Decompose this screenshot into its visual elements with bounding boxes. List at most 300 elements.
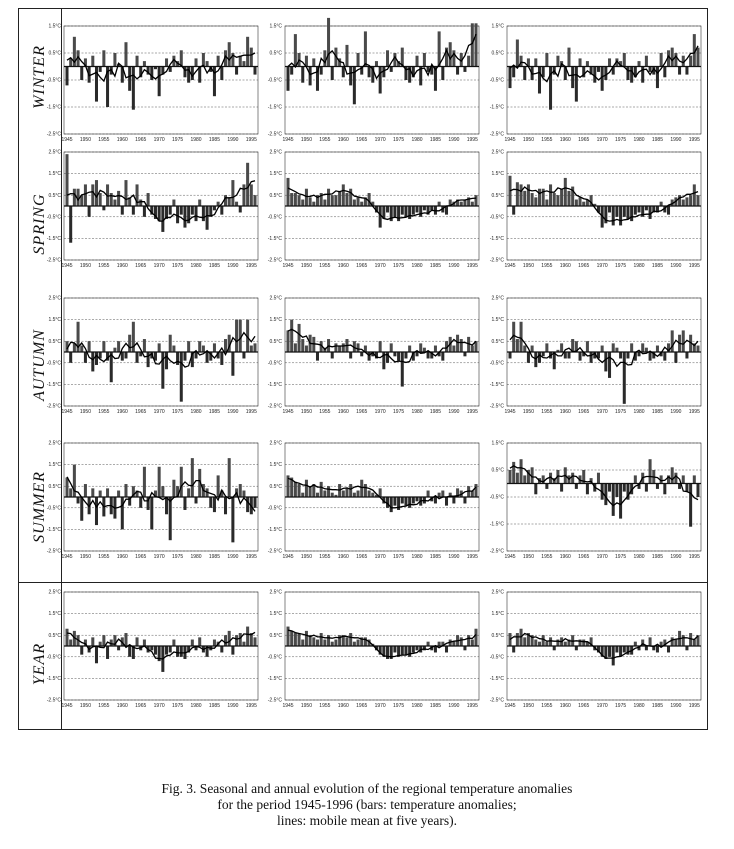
anomaly-bar [124,42,127,66]
anomaly-bar [556,56,559,67]
anomaly-bar [534,484,537,495]
x-tick-label: 1970 [374,409,386,415]
anomaly-bar [379,206,382,228]
anomaly-bar [368,491,371,497]
anomaly-bar [235,202,238,206]
x-tick-label: 1975 [393,263,405,269]
x-tick-label: 1990 [670,554,682,560]
anomaly-bar [667,646,670,652]
y-tick-label: -0.5°C [489,494,504,501]
anomaly-bar [564,178,567,206]
y-tick-label: -1.5°C [46,382,61,388]
anomaly-bar [634,206,637,215]
x-tick-label: 1980 [190,409,202,415]
y-tick-label: -2.5°C [46,257,61,264]
anomaly-bar [534,640,537,646]
anomaly-bar [456,67,459,75]
anomaly-bar [685,352,688,358]
anomaly-bar [408,346,411,352]
anomaly-bar [357,53,360,67]
x-tick-label: 1965 [578,554,590,560]
y-tick-label: -1.5°C [46,104,61,111]
anomaly-bar [368,67,371,78]
anomaly-bar [612,646,615,665]
anomaly-bar [132,206,135,215]
x-tick-label: 1985 [429,263,442,269]
y-tick-label: 0.5°C [269,50,282,57]
anomaly-bar [165,646,168,655]
anomaly-bar [147,193,150,206]
anomaly-bar [393,206,396,217]
x-tick-label: 1960 [337,554,349,560]
x-tick-label: 1990 [227,137,239,143]
anomaly-bar [99,642,102,646]
anomaly-bar [349,484,352,497]
anomaly-bar [172,480,175,497]
anomaly-bar [463,646,466,650]
anomaly-bar [438,493,441,497]
x-tick-label: 1970 [596,409,608,415]
y-tick-label: -0.5°C [489,360,504,367]
x-tick-label: 1970 [374,554,386,560]
anomaly-bar [320,482,323,497]
x-tick-label: 1955 [319,409,331,415]
anomaly-bar [113,348,116,352]
anomaly-bar [246,37,249,67]
anomaly-bar [169,206,172,215]
anomaly-bar [246,163,249,206]
anomaly-bar [195,352,198,358]
y-tick-label: -2.5°C [46,548,61,555]
anomaly-bar [139,497,142,508]
y-tick-label: 2.5°C [491,149,504,156]
anomaly-bar [294,482,297,497]
anomaly-bar [84,352,87,363]
x-tick-label: 1985 [651,703,664,709]
anomaly-bar [623,352,626,404]
x-tick-label: 1990 [227,263,239,269]
anomaly-bar [601,346,604,352]
anomaly-bar [235,320,238,352]
anomaly-bar [401,497,404,503]
anomaly-bar [331,352,334,358]
anomaly-bar [231,352,234,376]
x-tick-label: 1990 [448,263,460,269]
x-tick-label: 1995 [466,263,478,269]
anomaly-bar [91,488,94,497]
x-tick-label: 1960 [337,703,349,709]
y-tick-label: 2.5°C [491,589,504,596]
anomaly-bar [408,497,411,508]
anomaly-bar [102,50,105,66]
anomaly-bar [121,497,124,529]
x-tick-label: 1990 [670,703,682,709]
anomaly-bar [575,484,578,489]
anomaly-bar [404,206,407,217]
anomaly-bar [345,45,348,67]
x-tick-label: 1990 [448,409,460,415]
anomaly-bar [165,497,168,514]
anomaly-bar [206,352,209,363]
anomaly-bar [349,352,352,358]
anomaly-bar [176,352,179,365]
x-tick-label: 1965 [356,703,368,709]
y-tick-label: 2.5°C [269,149,282,156]
anomaly-bar [545,642,548,646]
anomaly-bar [102,341,105,352]
anomaly-bar [416,206,419,212]
x-tick-label: 1950 [522,554,534,560]
anomaly-bar [586,61,589,66]
y-tick-label: -0.5°C [267,77,282,84]
row-label-autumn: AUTUMN [31,329,48,401]
anomaly-bar [327,486,330,497]
anomaly-bar [124,180,127,206]
x-tick-label: 1970 [153,263,165,269]
anomaly-bar [239,206,242,212]
anomaly-bar [334,343,337,352]
x-tick-label: 1945 [282,263,294,269]
anomaly-bar [360,480,363,497]
anomaly-bar [106,488,109,497]
anomaly-bar [113,53,116,67]
anomaly-bar [69,352,72,363]
y-tick-label: 2.5°C [269,440,282,447]
anomaly-bar [520,184,523,206]
anomaly-bar [608,352,611,378]
x-tick-label: 1985 [429,137,442,143]
anomaly-bar [349,189,352,206]
anomaly-bar [294,193,297,206]
x-tick-label: 1985 [429,554,442,560]
anomaly-bar [693,475,696,483]
anomaly-bar [305,189,308,206]
anomaly-bar [678,67,681,75]
panel-summer-1 [34,435,264,565]
y-tick-label: -0.5°C [267,654,282,661]
anomaly-bar [649,352,652,361]
anomaly-bar [161,486,164,497]
anomaly-bar [397,352,400,361]
anomaly-bar [401,206,404,215]
anomaly-bar [615,484,618,498]
anomaly-bar [623,484,626,492]
y-tick-label: 0.5°C [269,483,282,490]
anomaly-bar [323,200,326,206]
x-tick-label: 1975 [172,137,184,143]
anomaly-bar [404,352,407,358]
anomaly-bar [331,67,334,81]
anomaly-bar [353,642,356,646]
anomaly-bar [671,637,674,646]
anomaly-bar [685,484,688,492]
x-tick-label: 1945 [61,703,73,709]
anomaly-bar [298,633,301,646]
anomaly-bar [575,200,578,206]
anomaly-bar [689,56,692,67]
anomaly-bar [183,497,186,510]
x-tick-label: 1945 [61,409,73,415]
x-tick-label: 1975 [393,137,405,143]
anomaly-bar [69,206,72,243]
x-tick-label: 1980 [190,263,202,269]
x-tick-label: 1980 [411,137,423,143]
y-tick-label: 0.5°C [269,192,282,199]
anomaly-bar [220,67,223,81]
anomaly-bar [360,352,363,356]
x-tick-label: 1995 [688,137,700,143]
anomaly-bar [512,67,515,78]
x-tick-label: 1965 [135,409,147,415]
anomaly-bar [349,67,352,86]
anomaly-bar [663,484,666,495]
x-tick-label: 1995 [688,409,700,415]
anomaly-bar [158,467,161,497]
x-tick-label: 1975 [615,554,627,560]
anomaly-bar [180,646,183,657]
anomaly-bar [305,480,308,497]
anomaly-bar [301,640,304,646]
x-tick-label: 1945 [61,137,73,143]
x-tick-label: 1975 [172,703,184,709]
x-tick-label: 1955 [319,554,331,560]
y-tick-label: -0.5°C [489,214,504,221]
anomaly-bar [604,67,607,81]
y-tick-label: -1.5°C [267,382,282,388]
anomaly-bar [386,206,389,212]
x-tick-label: 1970 [596,554,608,560]
anomaly-bar [228,631,231,646]
anomaly-bar [128,646,131,657]
anomaly-bar [176,206,179,223]
x-tick-label: 1995 [688,554,700,560]
anomaly-bar [397,206,400,221]
anomaly-bar [213,640,216,646]
y-tick-label: 1.5°C [491,440,504,447]
anomaly-bar [534,58,537,66]
anomaly-bar [682,330,685,352]
x-tick-label: 1980 [190,703,202,709]
x-tick-label: 1945 [504,554,516,560]
anomaly-bar [158,343,161,352]
x-tick-label: 1945 [282,137,294,143]
anomaly-bar [357,197,360,206]
anomaly-bar [187,341,190,352]
anomaly-bar [143,640,146,646]
panel-winter-1 [34,18,264,148]
anomaly-bar [408,646,411,657]
anomaly-bar [84,484,87,497]
x-tick-label: 1960 [337,263,349,269]
anomaly-bar [438,202,441,206]
x-tick-label: 1955 [98,263,110,269]
anomaly-bar [630,343,633,352]
anomaly-bar [516,40,519,67]
anomaly-bar [169,497,172,540]
anomaly-bar [445,497,448,506]
anomaly-bar [312,637,315,646]
y-tick-label: -1.5°C [489,382,504,388]
anomaly-bar [663,352,666,361]
x-tick-label: 1970 [153,554,165,560]
anomaly-bar [674,53,677,67]
anomaly-bar [463,67,466,72]
anomaly-bar [353,493,356,497]
x-tick-label: 1950 [300,409,312,415]
anomaly-bar [520,322,523,352]
x-tick-label: 1975 [615,703,627,709]
anomaly-bar [523,475,526,483]
anomaly-bar [538,352,541,363]
anomaly-bar [660,53,663,67]
y-tick-label: 0.5°C [48,632,61,639]
anomaly-bar [416,56,419,67]
anomaly-bar [191,206,194,215]
x-tick-label: 1985 [429,703,442,709]
anomaly-bar [102,635,105,646]
anomaly-bar [393,497,396,506]
anomaly-bar [582,202,585,206]
anomaly-bar [612,343,615,352]
x-tick-label: 1945 [504,703,516,709]
panel-autumn-2 [255,290,485,420]
x-tick-label: 1980 [633,554,645,560]
anomaly-bar [630,67,633,83]
y-tick-label: -0.5°C [489,77,504,84]
anomaly-bar [342,184,345,206]
anomaly-bar [128,67,131,91]
anomaly-bar [320,633,323,646]
anomaly-bar [471,346,474,352]
y-tick-label: -1.5°C [46,676,61,682]
x-tick-label: 1990 [670,137,682,143]
anomaly-bar [143,206,146,217]
anomaly-bar [154,646,157,655]
x-tick-label: 1950 [522,409,534,415]
x-tick-label: 1965 [356,554,368,560]
panel-summer-2 [255,435,485,565]
anomaly-bar [423,53,426,67]
anomaly-bar [660,202,663,206]
y-tick-label: 1.5°C [269,171,282,178]
y-tick-label: 2.5°C [48,589,61,596]
anomaly-bar [121,352,124,361]
anomaly-bar [349,633,352,646]
anomaly-bar [693,184,696,206]
anomaly-bar [452,346,455,352]
anomaly-bar [608,646,611,657]
x-tick-label: 1945 [282,554,294,560]
x-tick-label: 1970 [374,263,386,269]
x-tick-label: 1945 [504,409,516,415]
anomaly-bar [213,497,216,512]
anomaly-bar [331,642,334,646]
anomaly-bar [538,189,541,206]
anomaly-bar [685,67,688,75]
y-tick-label: 0.5°C [491,467,504,474]
anomaly-bar [645,484,648,492]
y-tick-label: 0.5°C [491,50,504,57]
anomaly-bar [224,497,227,514]
x-tick-label: 1985 [208,409,221,415]
anomaly-bar [286,67,289,91]
x-tick-label: 1970 [596,263,608,269]
x-tick-label: 1960 [337,137,349,143]
anomaly-bar [246,627,249,646]
anomaly-bar [656,346,659,352]
anomaly-bar [95,180,98,206]
anomaly-bar [678,195,681,206]
anomaly-bar [286,178,289,206]
anomaly-bar [250,184,253,206]
anomaly-bar [187,67,190,83]
x-tick-label: 1980 [411,409,423,415]
x-tick-label: 1965 [578,263,590,269]
anomaly-bar [649,206,652,219]
y-tick-label: -1.5°C [267,527,282,533]
anomaly-bar [523,191,526,206]
panel-year-1 [34,584,264,714]
anomaly-bar [379,67,382,94]
x-tick-label: 1955 [319,137,331,143]
anomaly-bar [390,343,393,352]
x-tick-label: 1980 [190,554,202,560]
y-tick-label: -2.5°C [267,697,282,704]
anomaly-bar [645,348,648,352]
anomaly-bar [597,473,600,484]
anomaly-bar [423,206,426,210]
anomaly-bar [290,320,293,352]
anomaly-bar [80,67,83,81]
anomaly-bar [117,491,120,497]
x-tick-label: 1995 [466,554,478,560]
anomaly-bar [542,635,545,646]
x-tick-label: 1975 [172,263,184,269]
anomaly-bar [169,646,172,652]
anomaly-bar [183,206,186,228]
x-tick-label: 1945 [504,263,516,269]
anomaly-bar [516,473,519,484]
anomaly-bar [95,646,98,663]
caption-line-3: lines: mobile mean at five years). [277,813,457,828]
x-tick-label: 1955 [541,263,553,269]
anomaly-bar [91,352,94,371]
y-tick-label: 0.5°C [491,632,504,639]
anomaly-bar [567,352,570,358]
anomaly-bar [579,58,582,66]
x-tick-label: 1995 [245,137,257,143]
anomaly-bar [80,497,83,521]
anomaly-bar [209,497,212,508]
anomaly-bar [612,206,615,225]
anomaly-bar [242,184,245,206]
anomaly-bar [320,67,323,75]
anomaly-bar [290,631,293,646]
y-tick-label: 1.5°C [491,171,504,178]
anomaly-bar [202,346,205,352]
y-tick-label: 0.5°C [48,50,61,57]
anomaly-bar [545,484,548,489]
x-tick-label: 1945 [61,554,73,560]
y-tick-label: -0.5°C [46,77,61,84]
anomaly-bar [390,67,393,72]
anomaly-bar [220,646,223,652]
anomaly-bar [88,206,91,217]
x-tick-label: 1980 [633,703,645,709]
anomaly-bar [73,465,76,497]
x-tick-label: 1985 [651,409,664,415]
x-tick-label: 1960 [559,554,571,560]
